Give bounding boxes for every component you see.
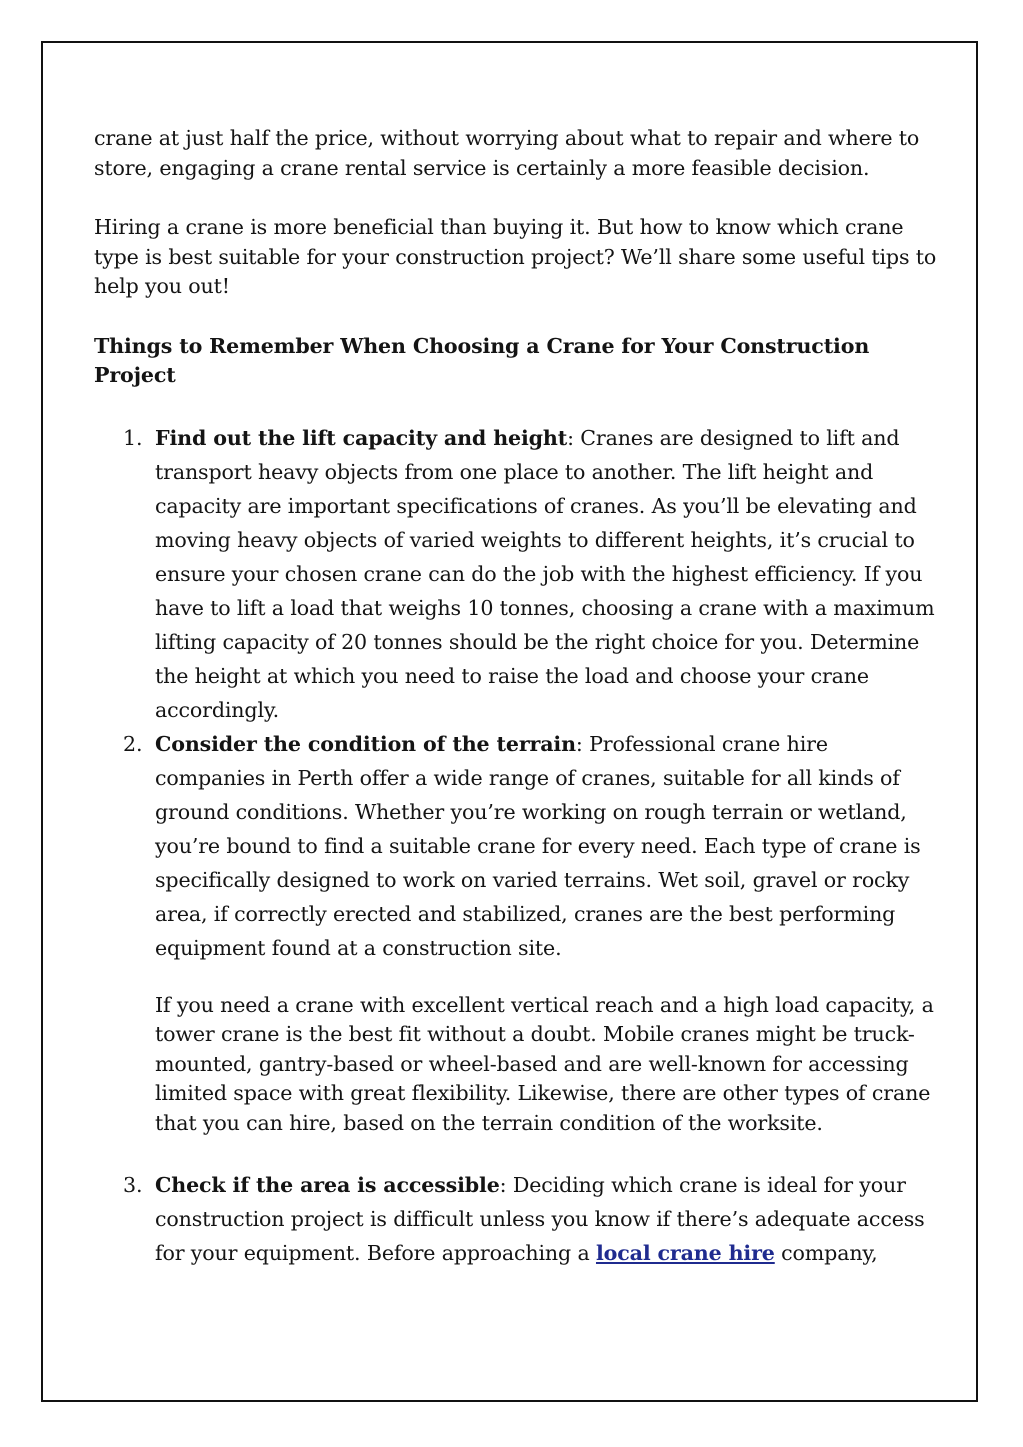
- document-body: [94, 124, 939, 1270]
- list-number: 1.: [123, 425, 143, 450]
- list-item-accessibility: [94, 1168, 939, 1270]
- list-number: 2.: [123, 731, 143, 756]
- list-item-title: Consider the condition of the terrain: [155, 731, 576, 756]
- list-item-text: : Deciding which crane is ideal for your construction project is difficult unless you know if there’s adequate access for your equipment. Before approaching a: [155, 1173, 925, 1265]
- terrain-followup-paragraph: If you need a crane with excellent vertical reach and a high load capacity, a tower crane is the best fit without a doubt. Mobile cranes might be truck-mounted, gantry-based or wheel-based and are well-known for accessing limited space with great flexibility. Likewise, there are other types of crane that you can hire, based on the terrain condition of the worksite.: [155, 992, 934, 1135]
- section-heading: Things to Remember When Choosing a Crane for Your Construction Project: [94, 333, 870, 387]
- tips-list-continued: [94, 1168, 939, 1270]
- local-crane-hire-link[interactable]: local crane hire: [595, 1241, 775, 1265]
- list-item-text: : Cranes are designed to lift and transport heavy objects from one place to another. The lift height and capacity are important specifications of cranes. As you’ll be elevating and moving heavy objects of varied weights to different heights, it’s crucial to ensure your chosen crane can do the job with the highest efficiency. If you have to lift a load that weighs 10 tonnes, choosing a crane with a maximum lifting capacity of 20 tonnes should be the right choice for you. Determine the height at which you need to raise the load and choose your crane accordingly.: [155, 425, 935, 722]
- list-item-terrain: [94, 727, 939, 965]
- list-item-title: Check if the area is accessible: [155, 1173, 500, 1197]
- list-item-title: Find out the lift capacity and height: [155, 425, 568, 450]
- list-number: 3.: [123, 1173, 143, 1197]
- intro-paragraph: crane at just half the price, without worrying about what to repair and where to store, engaging a crane rental service is certainly a more feasible decision.: [94, 126, 920, 180]
- list-item-text-after-link: company,: [774, 1241, 878, 1265]
- list-item-text: : Professional crane hire companies in Perth offer a wide range of cranes, suitable for all kinds of ground conditions. Whether you’re working on rough terrain or wetland, you’re bound to find a suitable crane for every need. Each type of crane is specifically designed to work on varied terrains. Wet soil, gravel or rocky area, if correctly erected and stabilized, cranes are the best performing equipment found at a construction site.: [155, 731, 921, 960]
- list-item-lift-capacity: [94, 421, 939, 727]
- tips-list: [94, 421, 939, 965]
- hiring-paragraph: Hiring a crane is more beneficial than buying it. But how to know which crane type is best suitable for your construction project? We’ll share some useful tips to help you out!: [94, 215, 937, 298]
